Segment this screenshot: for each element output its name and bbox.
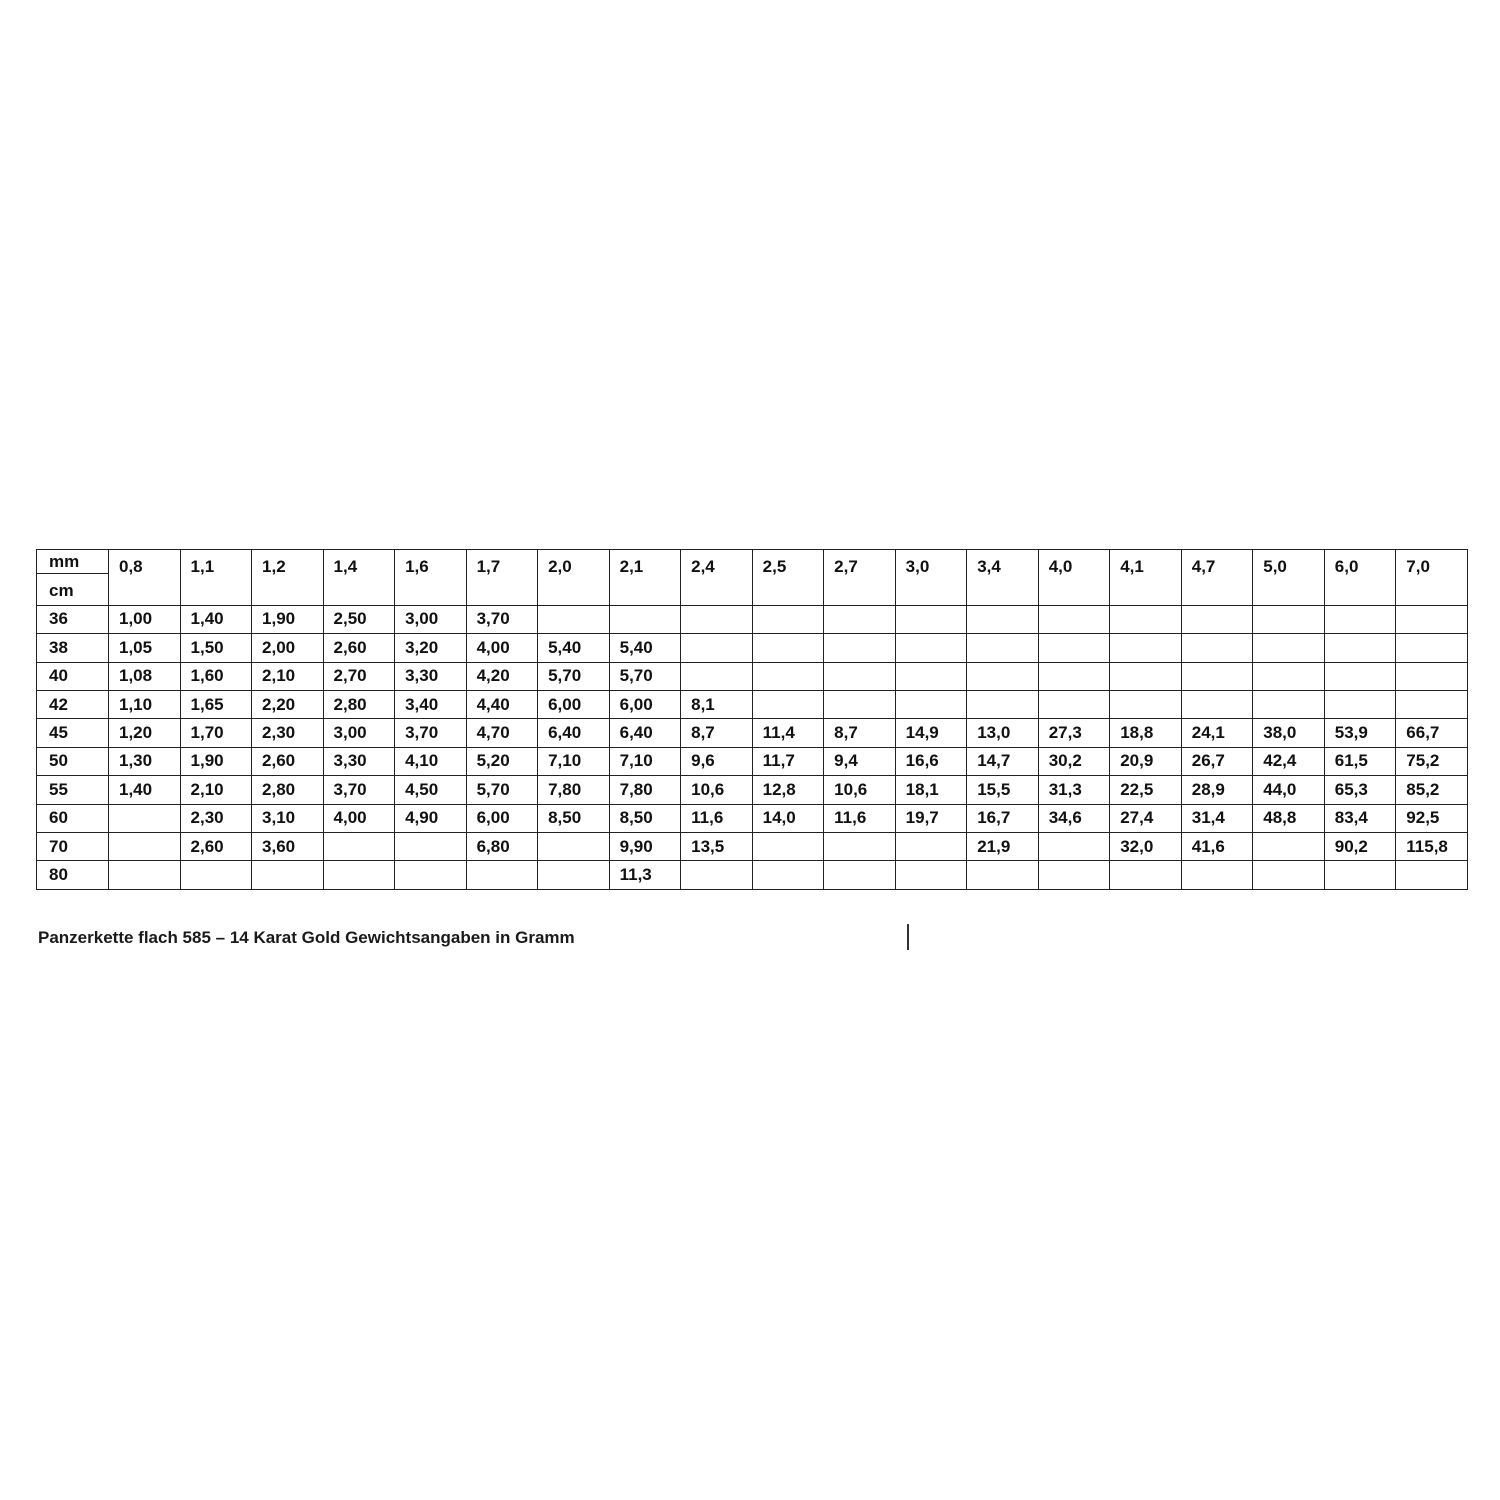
table-row [37, 776, 1468, 804]
column-header: 1,7 [466, 550, 538, 606]
weight-cell: 13,0 [967, 719, 1039, 747]
weight-cell: 3,10 [252, 804, 324, 832]
weight-cell: 26,7 [1181, 747, 1253, 775]
weight-cell: 16,7 [967, 804, 1039, 832]
weight-cell [609, 605, 681, 633]
weight-cell [752, 690, 824, 718]
weight-cell: 14,7 [967, 747, 1039, 775]
weight-cell [1396, 861, 1468, 889]
weight-cell: 3,00 [323, 719, 395, 747]
column-header: 1,4 [323, 550, 395, 606]
weight-cell: 4,00 [323, 804, 395, 832]
weight-cell [466, 861, 538, 889]
weight-cell: 1,30 [109, 747, 181, 775]
weight-cell: 4,00 [466, 634, 538, 662]
column-header: 6,0 [1324, 550, 1396, 606]
weight-cell: 9,6 [681, 747, 753, 775]
header-mm-label [37, 550, 109, 578]
weight-cell [1253, 634, 1325, 662]
weight-cell: 4,50 [395, 776, 467, 804]
weight-cell [752, 832, 824, 860]
weight-cell [967, 634, 1039, 662]
weight-cell [1038, 690, 1110, 718]
weight-cell [895, 662, 967, 690]
weight-cell: 11,3 [609, 861, 681, 889]
weight-cell: 48,8 [1253, 804, 1325, 832]
weight-cell [895, 690, 967, 718]
weight-cell: 1,90 [252, 605, 324, 633]
weight-cell: 92,5 [1396, 804, 1468, 832]
weight-cell [1396, 605, 1468, 633]
weight-cell: 9,4 [824, 747, 896, 775]
weight-cell: 14,9 [895, 719, 967, 747]
column-header: 5,0 [1253, 550, 1325, 606]
weight-cell [967, 605, 1039, 633]
table-body [37, 550, 1468, 890]
weight-cell: 11,6 [681, 804, 753, 832]
weight-cell: 7,10 [609, 747, 681, 775]
weight-cell: 38,0 [1253, 719, 1325, 747]
weight-cell [1396, 662, 1468, 690]
weight-cell: 2,60 [180, 832, 252, 860]
column-header: 4,7 [1181, 550, 1253, 606]
weight-cell: 8,50 [609, 804, 681, 832]
weight-cell: 2,00 [252, 634, 324, 662]
weight-cell: 1,40 [180, 605, 252, 633]
weight-cell [1396, 634, 1468, 662]
weight-cell: 2,10 [252, 662, 324, 690]
weight-cell: 12,8 [752, 776, 824, 804]
weight-cell [109, 832, 181, 860]
weight-cell [824, 634, 896, 662]
weight-cell [395, 832, 467, 860]
column-header: 0,8 [109, 550, 181, 606]
header-row-mm [37, 550, 1468, 578]
weight-cell: 3,30 [323, 747, 395, 775]
weight-cell: 1,90 [180, 747, 252, 775]
weight-cell [180, 861, 252, 889]
column-header: 2,0 [538, 550, 610, 606]
weight-cell: 19,7 [895, 804, 967, 832]
weight-cell: 1,40 [109, 776, 181, 804]
weight-cell: 85,2 [1396, 776, 1468, 804]
weight-cell: 1,10 [109, 690, 181, 718]
weight-cell [681, 662, 753, 690]
weight-cell: 5,70 [609, 662, 681, 690]
weight-cell [1038, 861, 1110, 889]
weight-cell: 7,80 [538, 776, 610, 804]
weight-cell: 27,4 [1110, 804, 1182, 832]
weight-cell [824, 605, 896, 633]
column-header: 1,1 [180, 550, 252, 606]
weight-cell [1396, 690, 1468, 718]
table-row [37, 605, 1468, 633]
row-length-label: 55 [37, 776, 109, 804]
weight-cell [752, 861, 824, 889]
column-header: 2,1 [609, 550, 681, 606]
weight-cell [1038, 634, 1110, 662]
table-row [37, 634, 1468, 662]
weight-cell [538, 605, 610, 633]
weight-cell: 2,80 [323, 690, 395, 718]
weight-cell: 5,70 [466, 776, 538, 804]
weight-cell: 5,40 [609, 634, 681, 662]
weight-cell: 41,6 [1181, 832, 1253, 860]
weight-cell [1181, 634, 1253, 662]
weight-cell: 13,5 [681, 832, 753, 860]
weight-cell: 11,7 [752, 747, 824, 775]
weight-cell: 7,80 [609, 776, 681, 804]
weight-cell: 27,3 [1038, 719, 1110, 747]
weight-cell: 1,20 [109, 719, 181, 747]
weight-cell [1324, 662, 1396, 690]
column-header: 2,4 [681, 550, 753, 606]
weight-cell: 18,8 [1110, 719, 1182, 747]
weight-cell [1253, 605, 1325, 633]
table-row [37, 861, 1468, 889]
row-length-label: 38 [37, 634, 109, 662]
weight-cell: 8,7 [681, 719, 753, 747]
weight-cell [1181, 861, 1253, 889]
weight-cell: 30,2 [1038, 747, 1110, 775]
weight-cell: 2,50 [323, 605, 395, 633]
weight-cell: 3,60 [252, 832, 324, 860]
weight-cell: 6,00 [538, 690, 610, 718]
weight-cell [538, 832, 610, 860]
weight-cell: 15,5 [967, 776, 1039, 804]
weight-cell [1324, 861, 1396, 889]
weight-cell [1253, 832, 1325, 860]
weight-cell: 6,00 [609, 690, 681, 718]
weight-cell: 4,20 [466, 662, 538, 690]
weight-cell: 2,70 [323, 662, 395, 690]
weight-cell: 3,00 [395, 605, 467, 633]
row-length-label: 70 [37, 832, 109, 860]
weight-cell: 53,9 [1324, 719, 1396, 747]
weight-cell: 28,9 [1181, 776, 1253, 804]
weight-cell [1038, 832, 1110, 860]
text-cursor [907, 924, 909, 950]
weight-cell: 2,60 [323, 634, 395, 662]
weight-cell: 4,10 [395, 747, 467, 775]
weight-cell: 2,30 [252, 719, 324, 747]
weight-cell: 3,70 [323, 776, 395, 804]
weight-cell: 34,6 [1038, 804, 1110, 832]
weight-cell [109, 804, 181, 832]
row-length-label: 40 [37, 662, 109, 690]
weight-cell: 2,30 [180, 804, 252, 832]
weight-cell: 14,0 [752, 804, 824, 832]
weight-cell [1253, 861, 1325, 889]
weight-cell: 75,2 [1396, 747, 1468, 775]
weight-cell: 20,9 [1110, 747, 1182, 775]
weight-cell [323, 832, 395, 860]
header-cm-label: cm [37, 577, 109, 605]
weight-cell: 4,40 [466, 690, 538, 718]
column-header: 2,5 [752, 550, 824, 606]
weight-cell [967, 662, 1039, 690]
weight-cell: 66,7 [1396, 719, 1468, 747]
weight-cell [1110, 634, 1182, 662]
weight-cell: 8,7 [824, 719, 896, 747]
column-header: 4,0 [1038, 550, 1110, 606]
weight-cell [252, 861, 324, 889]
weight-cell [1110, 690, 1182, 718]
table-caption: Panzerkette flach 585 – 14 Karat Gold Gewichtsangaben in Gramm [38, 928, 575, 947]
weight-cell [1253, 690, 1325, 718]
weight-cell: 5,70 [538, 662, 610, 690]
weight-cell: 4,70 [466, 719, 538, 747]
weight-cell: 11,6 [824, 804, 896, 832]
row-length-label: 60 [37, 804, 109, 832]
weight-cell: 1,60 [180, 662, 252, 690]
weight-cell [1324, 605, 1396, 633]
weight-cell: 5,40 [538, 634, 610, 662]
table-row [37, 747, 1468, 775]
weight-cell [824, 662, 896, 690]
weight-cell [824, 861, 896, 889]
weight-cell: 2,20 [252, 690, 324, 718]
weight-cell: 42,4 [1253, 747, 1325, 775]
weight-cell: 2,80 [252, 776, 324, 804]
weight-cell [1181, 690, 1253, 718]
weight-cell: 115,8 [1396, 832, 1468, 860]
table-row [37, 719, 1468, 747]
table-row [37, 804, 1468, 832]
weight-cell [1110, 861, 1182, 889]
weight-cell [752, 634, 824, 662]
weight-cell [895, 861, 967, 889]
weight-cell: 24,1 [1181, 719, 1253, 747]
weight-cell [109, 861, 181, 889]
weight-cell [824, 832, 896, 860]
row-length-label: 42 [37, 690, 109, 718]
weight-cell [681, 605, 753, 633]
weight-cell [895, 634, 967, 662]
weight-cell [681, 634, 753, 662]
weight-cell [1038, 662, 1110, 690]
weight-cell: 6,40 [538, 719, 610, 747]
weight-cell: 2,60 [252, 747, 324, 775]
weight-cell [752, 605, 824, 633]
weight-cell [1181, 662, 1253, 690]
weight-cell: 1,70 [180, 719, 252, 747]
weight-cell: 11,4 [752, 719, 824, 747]
table-row [37, 690, 1468, 718]
weight-cell: 6,80 [466, 832, 538, 860]
row-length-label: 36 [37, 605, 109, 633]
row-length-label: 45 [37, 719, 109, 747]
weight-cell [1181, 605, 1253, 633]
weight-cell [895, 832, 967, 860]
weight-cell: 3,70 [466, 605, 538, 633]
weight-cell: 83,4 [1324, 804, 1396, 832]
table-row [37, 832, 1468, 860]
weight-cell: 16,6 [895, 747, 967, 775]
column-header: 1,6 [395, 550, 467, 606]
weight-cell [1110, 662, 1182, 690]
weight-cell: 3,30 [395, 662, 467, 690]
weight-cell: 90,2 [1324, 832, 1396, 860]
weight-cell: 31,4 [1181, 804, 1253, 832]
column-header: 3,4 [967, 550, 1039, 606]
column-header: 1,2 [252, 550, 324, 606]
weight-cell [681, 861, 753, 889]
weight-cell: 9,90 [609, 832, 681, 860]
weight-cell: 3,40 [395, 690, 467, 718]
weight-cell: 7,10 [538, 747, 610, 775]
weight-cell: 6,40 [609, 719, 681, 747]
weight-cell [1324, 690, 1396, 718]
column-header: 2,7 [824, 550, 896, 606]
weight-cell [967, 861, 1039, 889]
weight-cell: 10,6 [681, 776, 753, 804]
weight-cell: 1,65 [180, 690, 252, 718]
weight-cell [1324, 634, 1396, 662]
weight-cell: 8,50 [538, 804, 610, 832]
weight-cell: 6,00 [466, 804, 538, 832]
weight-cell: 44,0 [1253, 776, 1325, 804]
weight-cell: 31,3 [1038, 776, 1110, 804]
weight-cell: 1,00 [109, 605, 181, 633]
weight-cell: 5,20 [466, 747, 538, 775]
weight-cell [1253, 662, 1325, 690]
table-row [37, 662, 1468, 690]
weight-cell [824, 690, 896, 718]
weight-cell: 32,0 [1110, 832, 1182, 860]
weight-cell [1038, 605, 1110, 633]
weight-cell: 61,5 [1324, 747, 1396, 775]
weight-table [36, 549, 1468, 890]
column-header: 3,0 [895, 550, 967, 606]
weight-cell: 2,10 [180, 776, 252, 804]
weight-cell [895, 605, 967, 633]
weight-cell: 3,70 [395, 719, 467, 747]
weight-cell: 22,5 [1110, 776, 1182, 804]
column-header: 7,0 [1396, 550, 1468, 606]
weight-cell: 10,6 [824, 776, 896, 804]
header-mm-text: mm [37, 553, 108, 574]
weight-cell [323, 861, 395, 889]
weight-cell: 1,50 [180, 634, 252, 662]
weight-cell: 8,1 [681, 690, 753, 718]
weight-cell: 18,1 [895, 776, 967, 804]
weight-cell: 65,3 [1324, 776, 1396, 804]
column-header: 4,1 [1110, 550, 1182, 606]
weight-cell: 21,9 [967, 832, 1039, 860]
weight-cell: 4,90 [395, 804, 467, 832]
weight-cell: 1,05 [109, 634, 181, 662]
weight-cell [967, 690, 1039, 718]
weight-cell [395, 861, 467, 889]
weight-cell [1110, 605, 1182, 633]
weight-cell [538, 861, 610, 889]
row-length-label: 80 [37, 861, 109, 889]
weight-cell [752, 662, 824, 690]
weight-cell: 3,20 [395, 634, 467, 662]
weight-cell: 1,08 [109, 662, 181, 690]
row-length-label: 50 [37, 747, 109, 775]
